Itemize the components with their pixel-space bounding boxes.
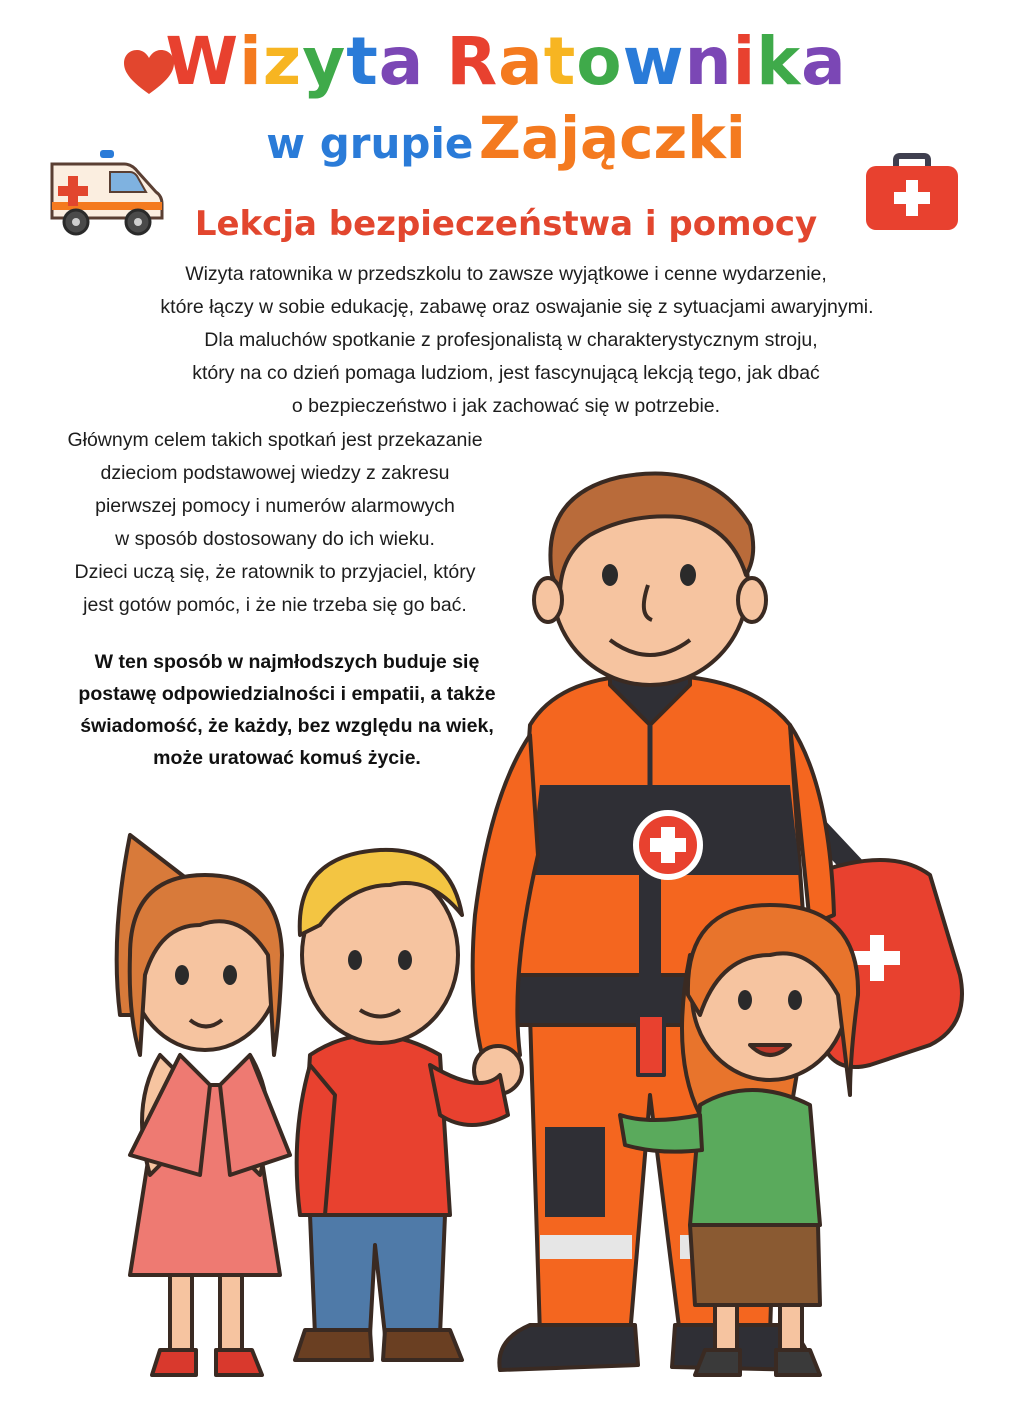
intro-line: które łączy w sobie edukację, zabawę oraz oswajanie się z sytuacjami awaryjnymi.: [160, 296, 874, 318]
title-letter: a: [801, 23, 847, 100]
title-letter: k: [756, 23, 802, 100]
title-letter: t: [346, 23, 379, 100]
title-letter: i: [732, 23, 757, 100]
goal-line: jest gotów pomóc, i że nie trzeba się go bać.: [83, 594, 467, 616]
title-letter: i: [239, 23, 263, 100]
title-group-prefix: w grupie: [266, 119, 474, 168]
goal-line: Dzieci uczą się, że ratownik to przyjaciel, który: [74, 561, 476, 583]
title-group-name: Zajączki: [478, 104, 746, 172]
goal-line: w sposób dostosowany do ich wieku.: [115, 528, 435, 550]
title-line-1: [0, 22, 1012, 102]
girl-pink-figure: [117, 835, 290, 1375]
goal-line: Głównym celem takich spotkań jest przekazanie: [67, 429, 483, 451]
title-letter: R: [446, 23, 499, 100]
intro-line: Dla maluchów spotkanie z profesjonalistą w charakterystycznym stroju,: [204, 329, 818, 351]
intro-line: o bezpieczeństwo i jak zachować się w potrzebie.: [291, 395, 721, 417]
title-letter: z: [262, 23, 303, 100]
intro-paragraph: [0, 258, 1012, 423]
conclusion-line: postawę odpowiedzialności i empatii, a także: [78, 683, 496, 705]
title-letter: n: [684, 23, 733, 100]
title-letter: W: [165, 23, 240, 100]
goal-line: dzieciom podstawowej wiedzy z zakresu: [100, 462, 450, 484]
title-word-wizyta: [165, 23, 424, 100]
title-letter: y: [302, 23, 347, 100]
conclusion-line: W ten sposób w najmłodszych buduje się: [94, 651, 480, 673]
title-letter: o: [576, 23, 623, 100]
intro-line: Wizyta ratownika w przedszkolu to zawsze wyjątkowe i cenne wydarzenie,: [185, 263, 827, 285]
title-letter: t: [543, 23, 577, 100]
title-letter: w: [622, 23, 685, 100]
conclusion-line: świadomość, że każdy, bez względu na wiek,: [80, 715, 494, 737]
title-letter: a: [498, 23, 544, 100]
title-word-ratownika: [446, 23, 846, 100]
conclusion-line: może uratować komuś życie.: [153, 747, 421, 769]
goal-line: pierwszej pomocy i numerów alarmowych: [95, 495, 455, 517]
paramedic-with-children-illustration: [90, 455, 990, 1405]
intro-line: który na co dzień pomaga ludziom, jest fascynującą lekcją tego, jak dbać: [192, 362, 820, 384]
title-letter: a: [378, 23, 425, 100]
subtitle: Lekcja bezpieczeństwa i pomocy: [194, 204, 818, 244]
